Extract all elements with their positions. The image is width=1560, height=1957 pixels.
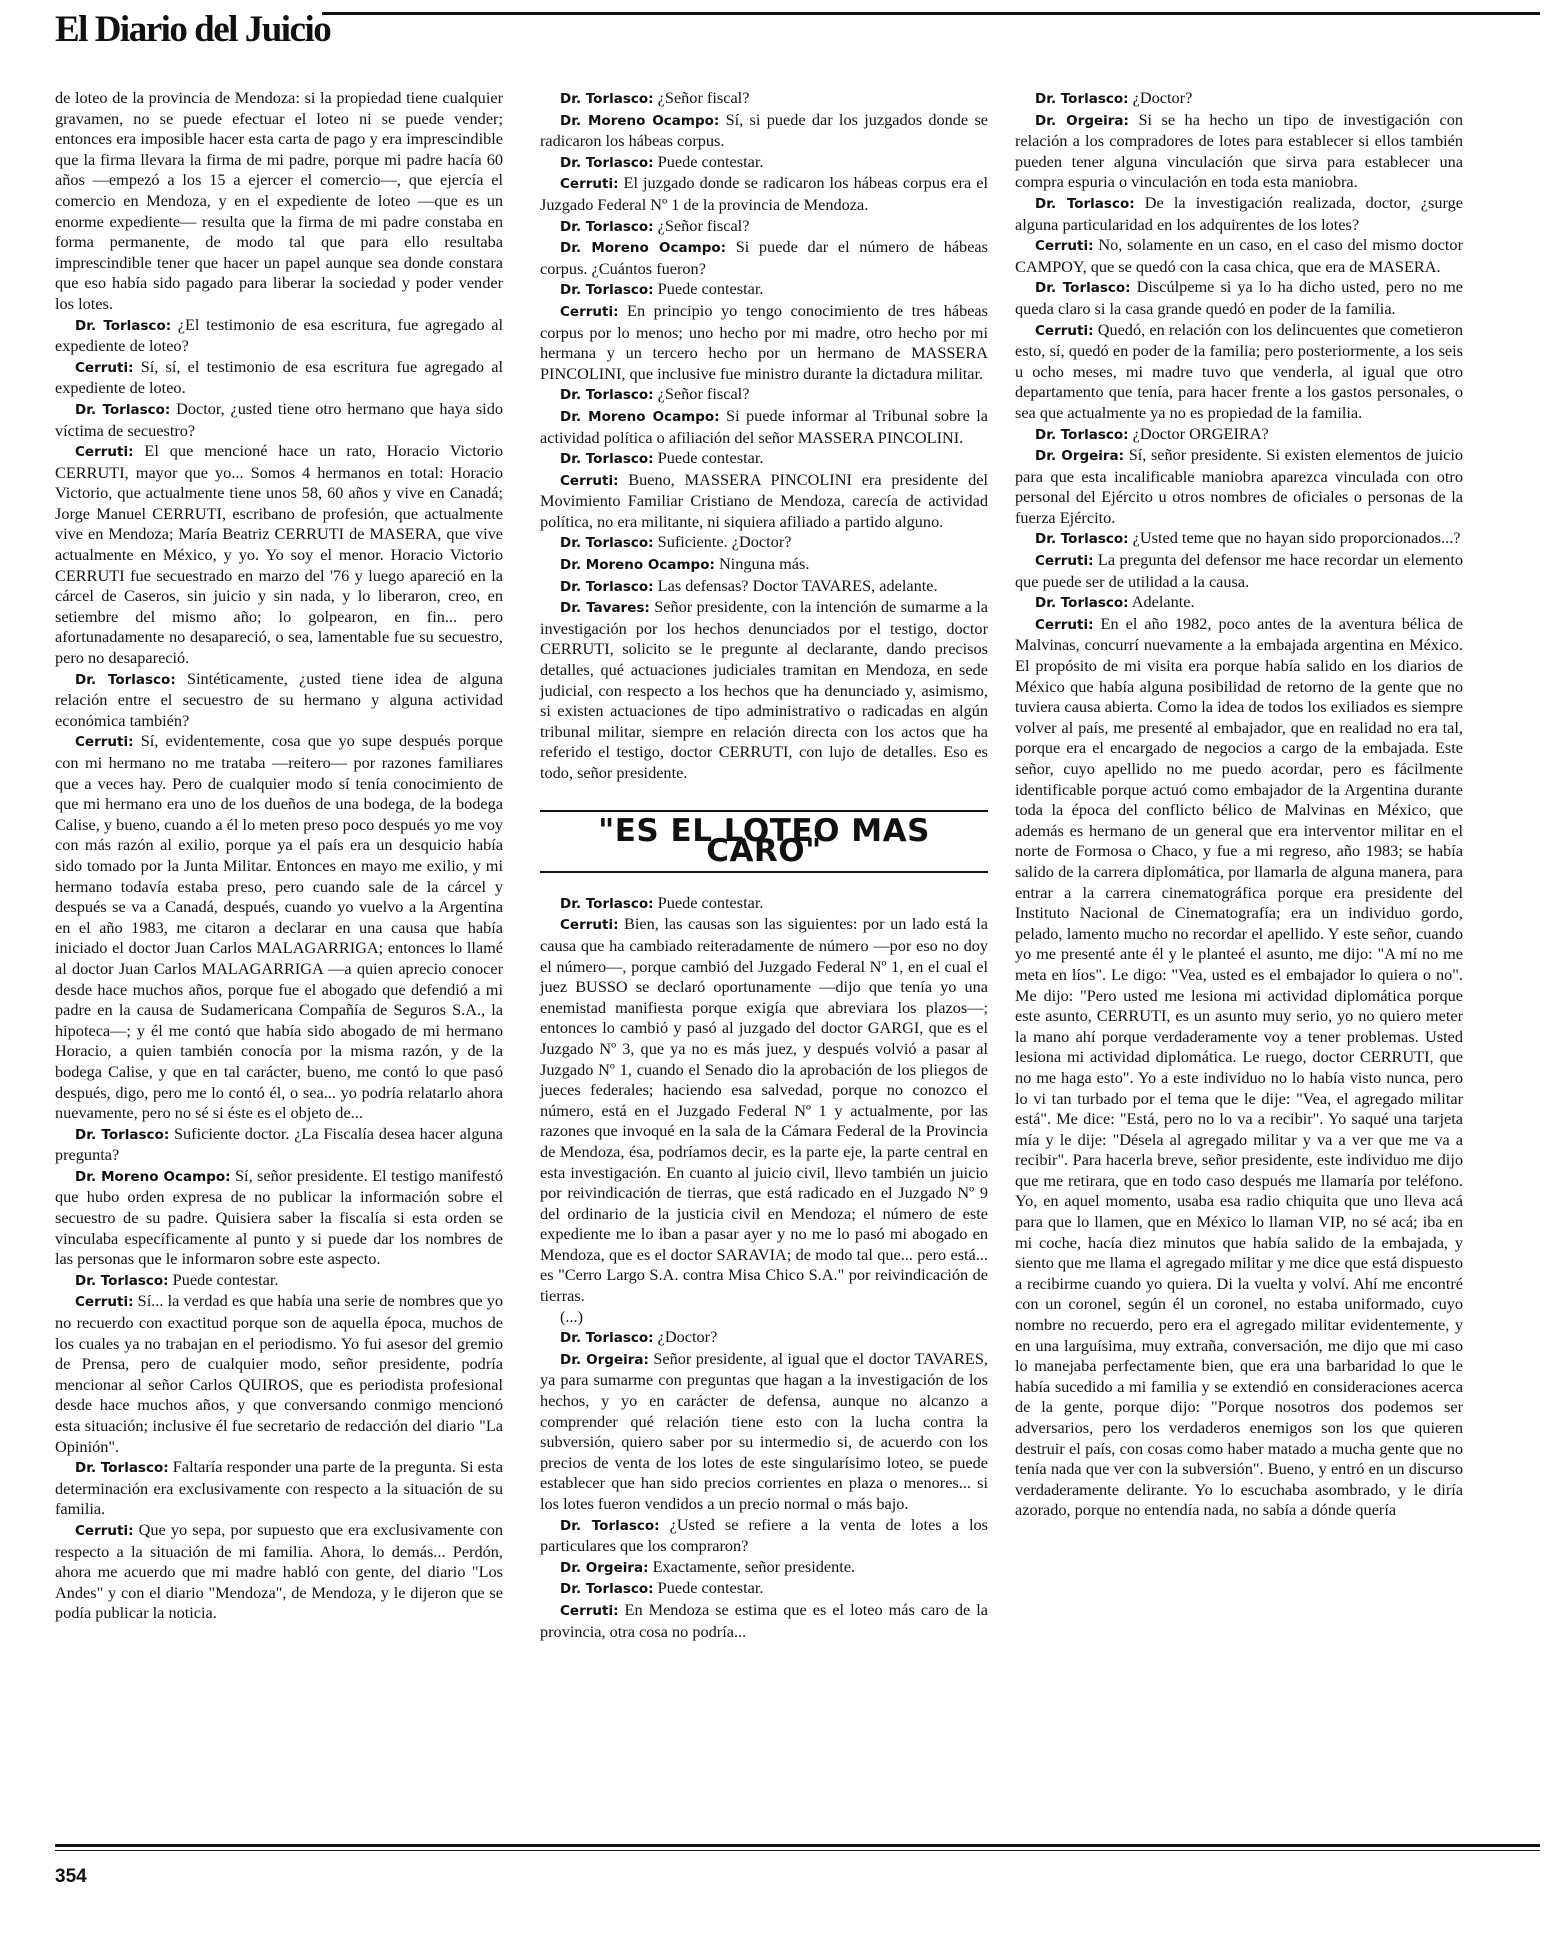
paragraph-text: Puede contestar. [657, 279, 764, 299]
speaker-label: Cerruti: [1035, 238, 1094, 255]
paragraph [55, 1270, 503, 1292]
paragraph-text: Sí... la verdad es que había una serie de nombres que yo no recuerdo con exactitud porque son de aquella época, muchos de los cuales ya no trabajan en el periodismo. Yo fui asesor del gremio de Prensa, pero de cualquier modo, señor presidente, podría mencionar al señor Carlos QUIROS, que es periodista profesional desde hace muchos años, y que conversando conmigo mencionó esta situación; inclusive él fue secretario de redacción del diario "La Opinión". [55, 1291, 503, 1456]
paragraph-text: Ninguna más. [718, 554, 810, 574]
paragraph [1015, 277, 1463, 319]
speaker-label: Cerruti: [560, 472, 619, 489]
speaker-label: Dr. Torlasco: [1035, 426, 1129, 443]
paragraph [540, 88, 988, 110]
speaker-label: Dr. Torlasco: [560, 895, 654, 912]
paragraph-text: ¿Usted se refiere a la venta de lotes a los particulares que los compraron? [540, 1514, 988, 1556]
paragraph [1015, 320, 1463, 424]
paragraph-text: Sí, sí, el testimonio de esa escritura fue agregado al expediente de loteo. [55, 356, 503, 398]
paragraph-text: Si puede informar al Tribunal sobre la actividad política o afiliación del señor MASSERA PINCOLINI. [540, 405, 988, 447]
speaker-label: Dr. Torlasco: [75, 401, 171, 418]
paragraph [540, 448, 988, 470]
paragraph-text: Faltaría responder una parte de la pregunta. Si esta determinación era exclusivamente con respecto a la situación de su familia. [55, 1457, 503, 1519]
speaker-label: Dr. Orgeira: [560, 1559, 649, 1576]
paragraph-text: El que mencioné hace un rato, Horacio Victorio CERRUTI, mayor que yo... Somos 4 hermanos en total: Horacio Victorio, que actualmente tiene unos 58, 60 años y vive en Canadá; Jorge Manuel CERRUTI, escribano de profesión, que actualmente vive en Mendoza; María Beatriz CERRUTI de MASERA, que vive actualmente en México, y yo. Yo soy el menor. Horacio Victorio CERRUTI fue secuestrado en marzo del '76 y luego apareció en la cárcel de Caseros, sin juicio y sin nada, y lo liberaron, creo, en setiembre del mismo año; lo golpearon, en fin... pero afortunadamente no desapareció, o sea, lamentable fue su secuestro, pero no desapareció. [55, 441, 503, 668]
paragraph [55, 669, 503, 732]
speaker-label: Dr. Torlasco: [560, 218, 654, 235]
speaker-label: Cerruti: [560, 917, 619, 934]
paragraph [540, 384, 988, 406]
paragraph-text: Sintéticamente, ¿usted tiene idea de alguna relación entre el secuestro de su hermano y alguna actividad económica también? [55, 668, 503, 730]
speaker-label: Dr. Moreno Ocampo: [75, 1168, 231, 1185]
speaker-label: Cerruti: [1035, 322, 1094, 339]
speaker-label: Cerruti: [75, 359, 134, 376]
speaker-label: Dr. Torlasco: [1035, 531, 1129, 548]
text-column-1 [55, 88, 503, 1624]
speaker-label: Dr. Torlasco: [560, 535, 654, 552]
paragraph [1015, 424, 1463, 446]
paragraph [540, 532, 988, 554]
paragraph [55, 1166, 503, 1270]
paragraph [540, 1578, 988, 1600]
paragraph-text: En el año 1982, poco antes de la aventura bélica de Malvinas, concurrí nuevamente a la embajada argentina en México. El propósito de mi visita era porque había salido en los diarios de México que había alguna posibilidad de retorno de la gente que no tuviera causa abierta. Como la idea de todos los exiliados es siempre volver al país, me presenté al embajador, que en realidad no era tal, porque era el encargado de negocios a cargo de la embajada. Este señor, cuyo apellido no me puedo acordar, pero es fácilmente identificable porque actuó como embajador de la Argentina durante toda la época del conflicto bélico de Malvinas en México, que además es hermano de un general que era interventor militar en el norte de Formosa o Chaco, y fue a mi regreso, año 1983; se había salido de la carrera diplomática, por llamarla de alguna manera, para entrar a la carrera cinematográfica porque era presidente del Instituto Nacional de Cinematografía; era un individuo gordo, pelado, lamento mucho no recordar el apellido. Y este señor, cuando yo me presenté ante él y le planteé el asunto, me dijo: "A mí no me meta en líos". Le digo: "Vea, usted es el embajador lo quiera o no". Me dijo: "Pero usted me lesiona mi actividad diplomática porque este asunto, CERRUTI, es un asunto muy serio, yo no quiero meter la mano ahí porque verdaderamente voy a tener problemas. Usted lesiona mi actividad diplomática. Le ruego, doctor CERRUTI, que no me haga esto". Yo a este individuo no lo había visto nunca, pero lo vi tan turbado por el tema que le dije: "Vea, el agregado militar está". Me dice: "Está, pero no lo va a recibir". Yo saqué una tarjeta mía y le dije: "Désela al agregado militar y va a ver que me va a recibir". Para hacerla breve, señor presidente, este individuo me dijo que me retirara, que en todo caso después me llamaría por teléfono. Yo, en aquel momento, usaba esa radio chiquita que uno lleva acá para que lo llamen, que en México lo llaman VIP, no sé acá; iba en mi coche, hacía diez minutos que había salido de la embajada, y siento que me llama el agregado militar y me dice que está dispuesto a recibirme cuando yo quiera. Di la vuelta y volví. Ahí me encontré con un coronel, según él un coronel, no estaba uniformado, cuyo nombre no recuerdo, pero era el agregado militar evidentemente, y en una larguísima, muy extraña, conversación, me dijo que mi caso lo manejaba perfectamente bien, que era una barbaridad lo que le había sucedido a mi familia y se extendió en consideraciones acerca de la gente, porque dijo: "Porque nosotros dos podemos ser adversarios, pero los verdaderos enemigos son los que quieren destruir el país, con cosas como haber matado a mucha gente que no tenía nada que ver con la subversión". Bueno, y entró en un discurso verdaderamente delirante. Yo lo escuchaba asombrado, y le diría azorado, porque no entendía nada, no sabía a dónde quería [1015, 613, 1463, 1520]
speaker-label: Dr. Moreno Ocampo: [560, 240, 727, 257]
speaker-label: Dr. Torlasco: [1035, 195, 1135, 212]
paragraph-text: Sí, evidentemente, cosa que yo supe después porque con mi hermano no me trataba —reitero— por razones familiares que a veces hay. Pero de cualquier modo sí tenía conocimiento de que mi hermano era uno de los dueños de una bodega, de la bodega Calise, y bueno, cuando a él lo meten preso poco después yo me voy con más razón al exilio, porque ya el país era un desquicio había sido tomado por la Junta Militar. Entonces en mayo me exilio, y mi hermano todavía estaba preso, pero cuando sale de la cárcel y después se va a Canadá, después, cuando yo vuelvo a la Argentina en el año 1983, me citaron a declarar en una causa que había iniciado el doctor Juan Carlos MALAGARRIGA; entonces lo llamé al doctor Juan Carlos MALAGARRIGA —a quien aprecio conocer desde hace muchos años, porque fue el abogado que defendió a mi padre en la causa de Sudamericana Compañía de Seguros S.A., la hipoteca—; y él me contó que había sido abogado de mi hermano Horacio, a quien también conocía por la misma razón, y de la bodega Calise, y que en tal carácter, bueno, me contó lo que pasó después, digo, pero me lo contó él, o sea... yo podría relatarlo ahora nuevamente, pero no sé si éste es el objeto de... [55, 731, 503, 1123]
paragraph [540, 597, 988, 783]
speaker-label: Cerruti: [75, 444, 134, 461]
paragraph-text: Puede contestar. [657, 1578, 764, 1598]
paragraph-text: El juzgado donde se radicaron los hábeas corpus era el Juzgado Federal Nº 1 de la provincia de Mendoza. [540, 173, 988, 214]
paragraph-text: Discúlpeme si ya lo ha dicho usted, pero no me queda claro si la casa grande quedó en poder de la familia. [1015, 277, 1463, 318]
paragraph [55, 1520, 503, 1624]
paragraph-text: Suficiente. ¿Doctor? [657, 532, 792, 552]
speaker-label: Dr. Moreno Ocampo: [560, 408, 720, 425]
paragraph-text: ¿Señor fiscal? [657, 215, 750, 235]
speaker-label: Dr. Torlasco: [1035, 280, 1131, 297]
speaker-label: Dr. Orgeira: [560, 1351, 649, 1368]
speaker-label: Dr. Torlasco: [75, 1272, 169, 1289]
paragraph [1015, 592, 1463, 614]
paragraph [1015, 88, 1463, 110]
paragraph-text: Puede contestar. [657, 892, 764, 912]
speaker-label: Cerruti: [560, 176, 619, 193]
paragraph-text: Adelante. [1131, 592, 1195, 612]
speaker-label: Cerruti: [560, 303, 619, 320]
paragraph-text: ¿Usted teme que no hayan sido proporcionados...? [1132, 528, 1461, 548]
speaker-label: Dr. Torlasco: [560, 91, 654, 107]
speaker-label: Dr. Torlasco: [560, 1330, 654, 1347]
paragraph [540, 893, 988, 915]
speaker-label: Dr. Torlasco: [1035, 91, 1129, 107]
paragraph [1015, 550, 1463, 592]
paragraph [540, 1600, 988, 1642]
paragraph [55, 1124, 503, 1166]
speaker-label: Dr. Tavares: [560, 600, 650, 617]
top-rule [322, 12, 1540, 15]
paragraph-text: Suficiente doctor. ¿La Fiscalía desea hacer alguna pregunta? [55, 1123, 503, 1165]
paragraph [540, 110, 988, 152]
paragraph [540, 152, 988, 174]
speaker-label: Dr. Torlasco: [560, 282, 654, 299]
paragraph-text: Que yo sepa, por supuesto que era exclusivamente con respecto a la situación de mi familia. Ahora, lo demás... Perdón, ahora me acuerdo que mi madre habló con gente, del diario "Los Andes" y con el diario "Mendoza", de Mendoza, y le dijeron que se podía publicar la noticia. [55, 1519, 503, 1623]
speaker-label: Dr. Torlasco: [75, 317, 172, 334]
paragraph [540, 216, 988, 238]
speaker-label: Dr. Torlasco: [75, 1126, 170, 1143]
paragraph-text: Las defensas? Doctor TAVARES, adelante. [657, 575, 938, 595]
speaker-label: Cerruti: [1035, 553, 1094, 570]
paragraph-text: Señor presidente, al igual que el doctor TAVARES, ya para sumarme con preguntas que hagan a la investigación de los hechos, y yo en carácter de defensa, aunque no alcanzo a comprender qué relación tiene esto con la lucha contra la subversión, quiero saber por su intermedio si, de acuerdo con los precios de venta de los lotes de este singularísimo loteo, se puede establecer que han sido precios corrientes en plaza o menores... si los lotes fueron vendidos a un precio normal o más bajo. [540, 1348, 988, 1513]
paragraph [1015, 235, 1463, 277]
speaker-label: Cerruti: [75, 1522, 134, 1539]
speaker-label: Dr. Torlasco: [560, 1581, 654, 1598]
paragraph [540, 1557, 988, 1579]
paragraph [55, 441, 503, 669]
paragraph [55, 1457, 503, 1520]
paragraph [540, 1327, 988, 1349]
paragraph-text: ¿Doctor? [657, 1327, 718, 1347]
speaker-label: Dr. Orgeira: [1035, 448, 1125, 465]
paragraph [540, 576, 988, 598]
paragraph-text: Señor presidente, con la intención de sumarme a la investigación por los hechos denunciados por el testigo, doctor CERRUTI, solicito se le pregunte al declarante, dando precisos detalles, qué actuaciones judiciales tramitan en Mendoza, en sede judicial, con respecto a los hechos que ha denunciado y, asimismo, si existen actuaciones de tipo administrativo o radicadas en algún tribunal militar, siempre en relación directa con los actos que ha referido el testigo, doctor CERRUTI, con lujo de detalles. Eso es todo, señor presidente. [540, 597, 988, 782]
paragraph-text: ¿Doctor? [1132, 88, 1193, 107]
paragraph [1015, 193, 1463, 235]
section-headline: "ES EL LOTEO MAS CARO" [540, 810, 988, 873]
bottom-rule [55, 1844, 1540, 1847]
paragraph [540, 1307, 988, 1328]
paragraph [540, 279, 988, 301]
bottom-rule-thin [55, 1850, 1540, 1851]
speaker-label: Dr. Torlasco: [560, 387, 654, 404]
paragraph-text: Exactamente, señor presidente. [652, 1556, 856, 1576]
paragraph [540, 173, 988, 215]
paragraph-text: Bien, las causas son las siguientes: por un lado está la causa que ha cambiado reiteradamente de número —por eso no doy el número—, porque cambió del Juzgado Federal Nº 1, en el cual el juez BUSSO se declaró oportunamente —dijo que tenía yo una enemistad manifiesta porque exigía que abreviara los plazos—; entonces lo cambió y pasó al juzgado del doctor GARGI, que es el Juzgado Nº 3, que ya no es más juez, y después volvió a pasar al Juzgado Nº 1, cuando el Senado dio la aprobación de los pliegos de jueces federales; haciendo esa salvedad, porque no conozco el número, está en el Juzgado Federal Nº 1 y actualmente, por las razones que invoqué en la sala de la Cámara Federal de la Provincia de Mendoza, ésa, podríamos decir, es la parte eje, la parte central en esta investigación. En cuanto al juicio civil, llevo también un juicio por reivindicación de tierras, que está radicado en el Juzgado Nº 9 del ordinario de la justicia civil en Mendoza; el número de este expediente me lo iban a pasar ayer y no me lo pasó mi abogado en Mendoza, que es el doctor SARAVIA; de modo tal que... pero está... es "Cerro Largo S.A. contra Misa Chico S.A." por reivindicación de tierras. [540, 914, 988, 1306]
speaker-label: Dr. Torlasco: [560, 578, 654, 595]
paragraph [540, 1515, 988, 1557]
paragraph-text: ¿El testimonio de esa escritura, fue agregado al expediente de loteo? [55, 314, 503, 356]
speaker-label: Dr. Torlasco: [560, 154, 654, 171]
speaker-label: Dr. Torlasco: [1035, 595, 1129, 612]
paragraph-text: Sí, si puede dar los juzgados donde se radicaron los hábeas corpus. [540, 109, 989, 151]
paragraph-text: ¿Doctor ORGEIRA? [1132, 423, 1269, 443]
speaker-label: Cerruti: [1035, 616, 1094, 633]
paragraph-text: (...) [560, 1306, 584, 1326]
speaker-label: Dr. Torlasco: [75, 671, 176, 688]
paragraph-text: ¿Señor fiscal? [657, 384, 750, 404]
paragraph-text: Puede contestar. [657, 448, 764, 468]
paragraph-text: La pregunta del defensor me hace recordar un elemento que puede ser de utilidad a la causa. [1015, 550, 1464, 591]
paragraph [540, 301, 988, 384]
page-number: 354 [55, 1866, 87, 1887]
paragraph-text: ¿Señor fiscal? [657, 88, 750, 107]
paragraph-text: Sí, señor presidente. El testigo manifestó que hubo orden expresa de no publicar la información sobre el secuestro de su padre. Quisiera saber la fiscalía si esta orden se vinculaba específicamente al punto y si puede dar los nombres de las personas que le informaron sobre este aspecto. [55, 1165, 504, 1269]
paragraph [540, 237, 988, 279]
paragraph [1015, 110, 1463, 193]
paragraph [55, 1291, 503, 1457]
speaker-label: Dr. Orgeira: [1035, 112, 1129, 129]
paragraph [540, 914, 988, 1306]
paragraph-text: Si se ha hecho un tipo de investigación con relación a los compradores de lotes para establecer si ellos también pueden tener alguna vinculación que sirva para establecer una compra espuria o vinculación en toda esta maniobra. [1015, 109, 1464, 192]
paragraph [1015, 445, 1463, 528]
speaker-label: Dr. Torlasco: [560, 1517, 660, 1534]
paragraph-text: De la investigación realizada, doctor, ¿surge alguna particularidad en los adquirentes de los lotes? [1015, 192, 1463, 234]
masthead-title: El Diario del Juicio [55, 9, 331, 50]
paragraph [1015, 528, 1463, 550]
paragraph-text: En principio yo tengo conocimiento de tres hábeas corpus por lo menos; uno hecho por mi madre, otro hecho por mi hermana y un tercero hecho por un hermano de MASSERA PINCOLINI, que inclusive fue ministro durante la dictadura militar. [540, 300, 988, 383]
paragraph [540, 554, 988, 576]
paragraph [540, 406, 988, 448]
paragraph [540, 470, 988, 533]
paragraph-text: Sí, señor presidente. Si existen elementos de juicio para que esta incalificable maniobra aparezca vinculada con otro personal del Ejército u otros nombres de oficiales o personas de la fuerza Ejército. [1015, 445, 1464, 527]
paragraph-text: Puede contestar. [657, 151, 764, 171]
paragraph [55, 88, 503, 315]
paragraph-text: No, solamente en un caso, en el caso del mismo doctor CAMPOY, que se quedó con la casa chica, que era de MASERA. [1015, 235, 1463, 276]
paragraph-text: Bueno, MASSERA PINCOLINI era presidente del Movimiento Familiar Cristiano de Mendoza, carecía de actividad política, no era militante, ni siquiera afiliado a partido alguno. [540, 469, 988, 531]
paragraph-text: de loteo de la provincia de Mendoza: si la propiedad tiene cualquier gravamen, no se puede efectuar el loteo ni se puede vender; entonces era imposible hacer esta carta de pago y era imprescindible que la firma llevara la firma de mi padre, porque mi padre hacía 60 años —empezó a los 15 a ejercer el comercio—, que ejercía el comercio en Mendoza, y en el expediente de loteo —que es un enorme expediente— resulta que la firma de mi padre constaba en forma permanente, de modo tal que para ello resultaba imprescindible tener que hacer un papel aunque sea donde constara que eso había sido pagado para liberar la sociedad y poder vender los lotes. [55, 88, 503, 313]
paragraph [55, 315, 503, 357]
paragraph [1015, 614, 1463, 1521]
speaker-label: Cerruti: [560, 1602, 619, 1619]
paragraph [540, 1349, 988, 1515]
speaker-label: Dr. Torlasco: [75, 1460, 169, 1477]
paragraph-text: En Mendoza se estima que es el loteo más caro de la provincia, otra cosa no podría... [540, 1599, 989, 1641]
speaker-label: Dr. Moreno Ocampo: [560, 112, 720, 129]
speaker-label: Cerruti: [75, 734, 134, 751]
text-column-2 [540, 88, 988, 1642]
paragraph [55, 731, 503, 1123]
text-column-3 [1015, 88, 1463, 1521]
paragraph-text: Si puede dar el número de hábeas corpus. ¿Cuántos fueron? [540, 237, 988, 278]
speaker-label: Cerruti: [75, 1294, 134, 1311]
paragraph-text: Doctor, ¿usted tiene otro hermano que haya sido víctima de secuestro? [55, 398, 503, 440]
speaker-label: Dr. Torlasco: [560, 451, 654, 468]
speaker-label: Dr. Moreno Ocampo: [560, 557, 715, 574]
paragraph [55, 357, 503, 399]
paragraph [55, 399, 503, 441]
paragraph-text: Quedó, en relación con los delincuentes que cometieron esto, sí, quedó en poder de la familia; pero posteriormente, a los seis u ocho meses, mi madre tuvo que venderla, al igual que otro departamento que tenía, para hacer frente a los gastos personales, o sea que actualmente ya no es propiedad de la familia. [1015, 319, 1463, 422]
paragraph-text: Puede contestar. [172, 1269, 279, 1289]
